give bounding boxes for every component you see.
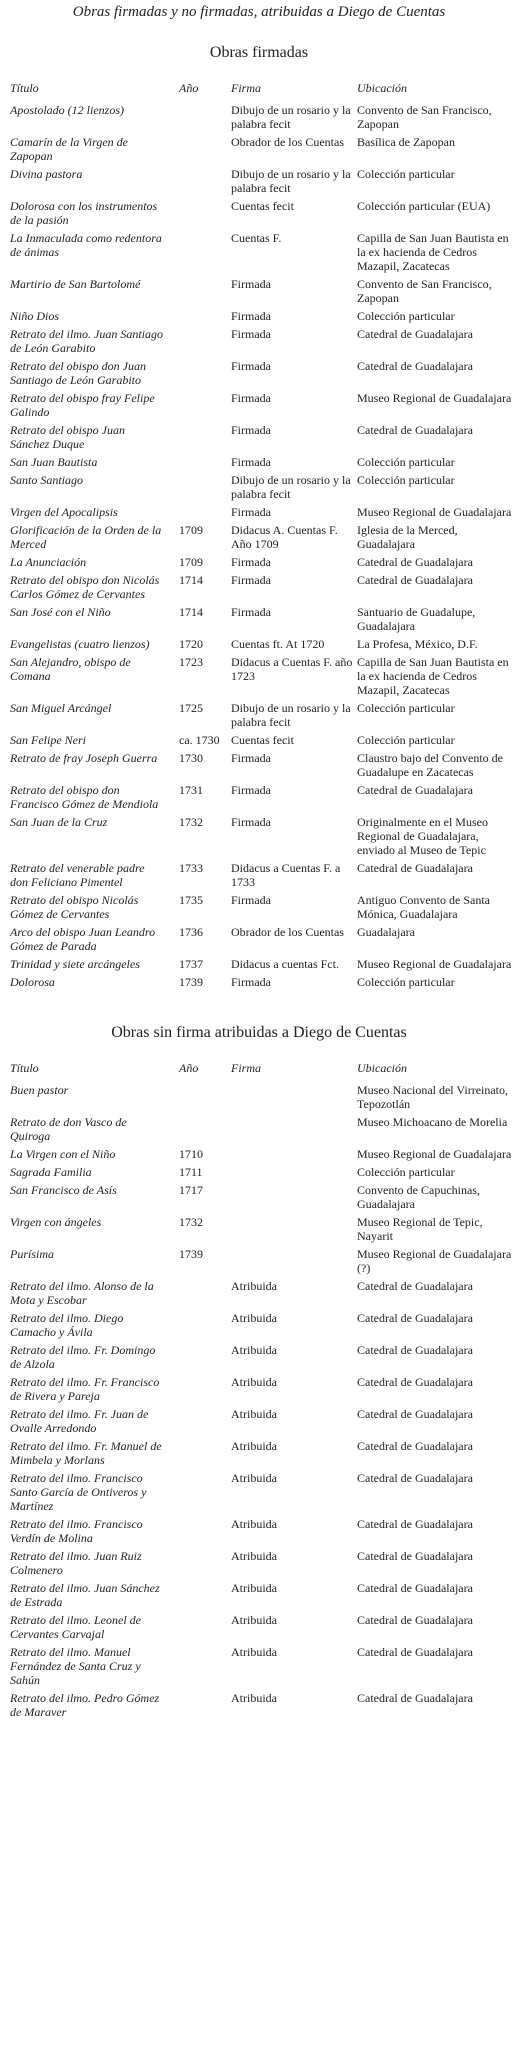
- cell-year: ca. 1730: [179, 733, 220, 747]
- cell-location: Colección particular: [357, 1165, 455, 1179]
- table-row: [0, 1581, 518, 1609]
- cell-title: Retrato del ilmo. Juan Sánchez de Estrada: [10, 1581, 160, 1609]
- cell-signature: Firmada: [231, 975, 271, 989]
- cell-signature: Atribuida: [231, 1279, 277, 1293]
- cell-location: Museo Regional de Guadalajara: [357, 957, 512, 971]
- cell-year: 1736: [179, 925, 203, 939]
- cell-signature: Firmada: [231, 277, 271, 291]
- cell-location: Capilla de San Juan Bautista en la ex hacienda de Cedros Mazapil, Zacatecas: [357, 655, 509, 697]
- cell-year: [163, 1517, 231, 1545]
- table-row: [0, 1691, 518, 1719]
- cell-location: Catedral de Guadalajara: [357, 1613, 473, 1627]
- cell-title: San José con el Niño: [10, 605, 111, 619]
- cell-signature: Cuentas fecit: [231, 733, 294, 747]
- cell-location: Colección particular: [357, 455, 455, 469]
- cell-signature: Dibujo de un rosario y la palabra fecit: [231, 701, 351, 729]
- table-row: [0, 957, 518, 971]
- cell-title: Camarín de la Virgen de Zapopan: [10, 135, 128, 163]
- cell-title: Trinidad y siete arcángeles: [10, 957, 140, 971]
- header-year: Año: [179, 81, 199, 95]
- table-row: [0, 309, 518, 323]
- cell-title: Retrato del ilmo. Juan Ruiz Colmenero: [10, 1549, 142, 1577]
- table-row: [0, 655, 518, 697]
- signed-section-title: Obras firmadas: [209, 44, 309, 61]
- cell-year: [163, 1581, 231, 1609]
- table-row: [0, 555, 518, 569]
- cell-signature: Atribuida: [231, 1581, 277, 1595]
- cell-signature: Cuentas F.: [231, 231, 282, 245]
- table-row: [0, 391, 518, 419]
- header-signature: Firma: [231, 1061, 261, 1075]
- cell-location: Catedral de Guadalajara: [357, 1517, 473, 1531]
- cell-signature: Didacus A. Cuentas F. Año 1709: [231, 523, 338, 551]
- cell-title: Virgen con ángeles: [10, 1215, 102, 1229]
- cell-location: Catedral de Guadalajara: [357, 1691, 473, 1705]
- table-row: [0, 231, 518, 273]
- table-row: [0, 1165, 518, 1179]
- cell-title: Retrato del ilmo. Fr. Francisco de Rivera y Pareja: [10, 1375, 160, 1403]
- cell-signature: Obrador de los Cuentas: [231, 135, 344, 149]
- cell-location: Catedral de Guadalajara: [357, 1375, 473, 1389]
- cell-signature: Atribuida: [231, 1549, 277, 1563]
- cell-year: [163, 1343, 231, 1371]
- cell-year: [163, 135, 231, 163]
- cell-title: Niño Dios: [10, 309, 60, 323]
- cell-title: Retrato del ilmo. Fr. Juan de Ovalle Arredondo: [10, 1407, 149, 1435]
- cell-signature: Atribuida: [231, 1439, 277, 1453]
- cell-title: Dolorosa con los instrumentos de la pasión: [10, 199, 158, 227]
- signed-table-body: [0, 103, 518, 989]
- cell-location: Catedral de Guadalajara: [357, 861, 473, 875]
- cell-title: Retrato del ilmo. Fr. Domingo de Alzola: [10, 1343, 156, 1371]
- signed-table-header: [0, 81, 518, 95]
- cell-location: Catedral de Guadalajara: [357, 1343, 473, 1357]
- cell-signature: Didacus a cuentas Fct.: [231, 957, 339, 971]
- cell-signature: Firmada: [231, 555, 271, 569]
- cell-year: [163, 359, 231, 387]
- cell-year: [163, 473, 231, 501]
- cell-location: Colección particular: [357, 733, 455, 747]
- table-row: [0, 783, 518, 811]
- cell-title: Purísima: [10, 1247, 55, 1261]
- table-row: [0, 893, 518, 921]
- cell-title: Retrato del obispo don Francisco Gómez de Mendiola: [10, 783, 159, 811]
- cell-signature: Cuentas ft. At 1720: [231, 637, 325, 651]
- table-row: [0, 455, 518, 469]
- table-row: [0, 199, 518, 227]
- cell-location: Basílica de Zapopan: [357, 135, 455, 149]
- cell-location: Catedral de Guadalajara: [357, 555, 473, 569]
- cell-year: [163, 1471, 231, 1513]
- unsigned-table-header: [0, 1061, 518, 1075]
- table-row: [0, 815, 518, 857]
- cell-title: Dolorosa: [10, 975, 55, 989]
- cell-year: 1717: [179, 1183, 203, 1197]
- cell-title: Martirio de San Bartolomé: [10, 277, 141, 291]
- cell-year: 1711: [179, 1165, 203, 1179]
- cell-signature: Atribuida: [231, 1311, 277, 1325]
- cell-title: Retrato del ilmo. Pedro Gómez de Maraver: [10, 1691, 160, 1719]
- cell-year: 1714: [179, 605, 203, 619]
- cell-title: Divina pastora: [10, 167, 83, 181]
- cell-signature: Firmada: [231, 751, 271, 765]
- cell-signature: Firmada: [231, 359, 271, 373]
- cell-signature: Atribuida: [231, 1343, 277, 1357]
- table-row: [0, 103, 518, 131]
- cell-location: Catedral de Guadalajara: [357, 327, 473, 341]
- unsigned-table-body: [0, 1083, 518, 1719]
- cell-year: [163, 505, 231, 519]
- cell-location: Colección particular (EUA): [357, 199, 491, 213]
- cell-signature: Firmada: [231, 327, 271, 341]
- cell-signature: [231, 1115, 356, 1143]
- cell-year: [163, 199, 231, 227]
- header-year: Año: [179, 1061, 199, 1075]
- cell-title: Evangelistas (cuatro lienzos): [10, 637, 150, 651]
- cell-year: [163, 1083, 231, 1111]
- cell-title: La Virgen con el Niño: [10, 1147, 116, 1161]
- cell-signature: Firmada: [231, 815, 271, 829]
- table-row: [0, 135, 518, 163]
- cell-title: Virgen del Apocalipsis: [10, 505, 118, 519]
- cell-year: 1737: [179, 957, 203, 971]
- cell-title: Sagrada Familia: [10, 1165, 92, 1179]
- cell-year: [163, 1407, 231, 1435]
- table-row: [0, 523, 518, 551]
- cell-title: Retrato de fray Joseph Guerra: [10, 751, 158, 765]
- cell-year: [163, 1613, 231, 1641]
- cell-location: Museo Regional de Guadalajara: [357, 391, 512, 405]
- table-row: [0, 473, 518, 501]
- cell-signature: Dibujo de un rosario y la palabra fecit: [231, 167, 351, 195]
- cell-year: 1731: [179, 783, 203, 797]
- table-row: [0, 1147, 518, 1161]
- cell-location: Museo Regional de Guadalajara (?): [357, 1247, 512, 1275]
- cell-location: Colección particular: [357, 309, 455, 323]
- unsigned-works-section: [0, 1023, 518, 1719]
- cell-title: Retrato del ilmo. Leonel de Cervantes Carvajal: [10, 1613, 141, 1641]
- cell-year: [163, 103, 231, 131]
- cell-title: Retrato de don Vasco de Quiroga: [10, 1115, 127, 1143]
- cell-title: San Juan Bautista: [10, 455, 98, 469]
- cell-year: 1709: [179, 555, 203, 569]
- cell-signature: Firmada: [231, 605, 271, 619]
- cell-year: [163, 1645, 231, 1687]
- cell-title: San Francisco de Asís: [10, 1183, 117, 1197]
- cell-signature: [231, 1215, 356, 1243]
- cell-signature: Firmada: [231, 309, 271, 323]
- cell-location: Guadalajara: [357, 925, 415, 939]
- cell-title: Retrato del ilmo. Francisco Verdín de Molina: [10, 1517, 143, 1545]
- cell-title: Retrato del obispo don Nicolás Carlos Gómez de Cervantes: [10, 573, 160, 601]
- cell-location: Originalmente en el Museo Regional de Guadalajara, enviado al Museo de Tepic: [357, 815, 488, 857]
- cell-signature: Atribuida: [231, 1517, 277, 1531]
- table-row: [0, 1279, 518, 1307]
- page-title: Obras firmadas y no firmadas, atribuidas a Diego de Cuentas: [72, 4, 446, 20]
- cell-location: Museo Regional de Guadalajara: [357, 505, 512, 519]
- table-row: [0, 327, 518, 355]
- cell-title: Retrato del ilmo. Juan Santiago de León Garabito: [10, 327, 163, 355]
- cell-title: San Miguel Arcángel: [10, 701, 112, 715]
- cell-signature: Dibujo de un rosario y la palabra fecit: [231, 473, 351, 501]
- table-row: [0, 167, 518, 195]
- cell-title: La Inmaculada como redentora de ánimas: [10, 231, 162, 259]
- cell-signature: Firmada: [231, 455, 271, 469]
- cell-signature: Dibujo de un rosario y la palabra fecit: [231, 103, 351, 131]
- cell-signature: [231, 1147, 356, 1161]
- cell-title: Retrato del ilmo. Fr. Manuel de Mimbela y Morlans: [10, 1439, 162, 1467]
- cell-signature: [231, 1083, 356, 1111]
- cell-year: 1739: [179, 975, 203, 989]
- cell-year: [163, 391, 231, 419]
- cell-title: Retrato del ilmo. Diego Camacho y Ávila: [10, 1311, 124, 1339]
- table-row: [0, 1549, 518, 1577]
- cell-signature: Atribuida: [231, 1691, 277, 1705]
- signed-works-section: [0, 43, 518, 989]
- cell-year: [163, 1439, 231, 1467]
- cell-year: 1733: [179, 861, 203, 875]
- cell-location: Catedral de Guadalajara: [357, 1471, 473, 1485]
- cell-signature: Firmada: [231, 423, 271, 437]
- cell-location: Catedral de Guadalajara: [357, 573, 473, 587]
- cell-location: Santuario de Guadalupe, Guadalajara: [357, 605, 476, 633]
- cell-signature: Atribuida: [231, 1613, 277, 1627]
- cell-signature: [231, 1247, 356, 1275]
- cell-title: Retrato del obispo Juan Sánchez Duque: [10, 423, 125, 451]
- header-location: Ubicación: [357, 1061, 407, 1075]
- cell-location: Catedral de Guadalajara: [357, 1549, 473, 1563]
- cell-signature: Didacus a Cuentas F. año 1723: [231, 655, 353, 683]
- table-row: [0, 1247, 518, 1275]
- table-row: [0, 1115, 518, 1143]
- cell-location: La Profesa, México, D.F.: [357, 637, 478, 651]
- cell-signature: Atribuida: [231, 1645, 277, 1659]
- table-row: [0, 359, 518, 387]
- cell-year: [163, 1549, 231, 1577]
- cell-year: [163, 1375, 231, 1403]
- table-row: [0, 751, 518, 779]
- cell-location: Catedral de Guadalajara: [357, 423, 473, 437]
- cell-location: Museo Regional de Guadalajara: [357, 1147, 512, 1161]
- table-row: [0, 925, 518, 953]
- cell-year: 1725: [179, 701, 203, 715]
- cell-signature: Cuentas fecit: [231, 199, 294, 213]
- header-title: Título: [10, 81, 39, 95]
- table-row: [0, 505, 518, 519]
- table-row: [0, 1645, 518, 1687]
- table-row: [0, 1471, 518, 1513]
- cell-location: Museo Regional de Tepic, Nayarit: [357, 1215, 483, 1243]
- cell-year: 1732: [179, 1215, 203, 1229]
- cell-location: Catedral de Guadalajara: [357, 1407, 473, 1421]
- cell-year: [163, 1279, 231, 1307]
- cell-year: [163, 1311, 231, 1339]
- cell-location: Colección particular: [357, 701, 455, 715]
- cell-title: Retrato del ilmo. Alonso de la Mota y Escobar: [10, 1279, 154, 1307]
- cell-location: Catedral de Guadalajara: [357, 783, 473, 797]
- cell-location: Catedral de Guadalajara: [357, 1645, 473, 1659]
- table-row: [0, 573, 518, 601]
- cell-year: [163, 309, 231, 323]
- cell-signature: Obrador de los Cuentas: [231, 925, 344, 939]
- cell-year: 1735: [179, 893, 203, 907]
- cell-year: 1723: [179, 655, 203, 669]
- cell-signature: Firmada: [231, 573, 271, 587]
- cell-title: Glorificación de la Orden de la Merced: [10, 523, 162, 551]
- cell-title: Retrato del obispo fray Felipe Galindo: [10, 391, 155, 419]
- cell-location: Museo Michoacano de Morelia: [357, 1115, 508, 1129]
- cell-signature: Firmada: [231, 783, 271, 797]
- header-title: Título: [10, 1061, 39, 1075]
- cell-location: Colección particular: [357, 473, 455, 487]
- cell-title: Retrato del obispo don Juan Santiago de León Garabito: [10, 359, 146, 387]
- table-row: [0, 1183, 518, 1211]
- cell-title: San Juan de la Cruz: [10, 815, 108, 829]
- table-row: [0, 423, 518, 451]
- cell-location: Antiguo Convento de Santa Mónica, Guadalajara: [357, 893, 490, 921]
- cell-signature: [231, 1165, 356, 1179]
- cell-title: San Felipe Neri: [10, 733, 86, 747]
- table-row: [0, 1375, 518, 1403]
- table-row: [0, 1613, 518, 1641]
- cell-title: Retrato del venerable padre don Feliciano Pimentel: [10, 861, 145, 889]
- table-row: [0, 701, 518, 729]
- cell-year: [163, 277, 231, 305]
- cell-location: Capilla de San Juan Bautista en la ex hacienda de Cedros Mazapil, Zacatecas: [357, 231, 509, 273]
- table-row: [0, 605, 518, 633]
- cell-location: Convento de Capuchinas, Guadalajara: [357, 1183, 480, 1211]
- cell-year: 1720: [179, 637, 203, 651]
- table-row: [0, 1343, 518, 1371]
- cell-location: Convento de San Francisco, Zapopan: [357, 277, 492, 305]
- cell-location: Convento de San Francisco, Zapopan: [357, 103, 492, 131]
- table-row: [0, 277, 518, 305]
- cell-title: Apostolado (12 lienzos): [10, 103, 124, 117]
- unsigned-section-title: Obras sin firma atribuidas a Diego de Cuentas: [111, 1024, 407, 1041]
- cell-year: [163, 455, 231, 469]
- table-row: [0, 975, 518, 989]
- cell-location: Catedral de Guadalajara: [357, 359, 473, 373]
- cell-title: San Alejandro, obispo de Comana: [10, 655, 131, 683]
- cell-title: Arco del obispo Juan Leandro Gómez de Parada: [10, 925, 156, 953]
- cell-signature: [231, 1183, 356, 1211]
- cell-signature: Firmada: [231, 391, 271, 405]
- cell-year: 1710: [179, 1147, 203, 1161]
- cell-title: Retrato del ilmo. Manuel Fernández de Santa Cruz y Sahún: [10, 1645, 141, 1687]
- cell-title: Santo Santiago: [10, 473, 84, 487]
- cell-signature: Atribuida: [231, 1407, 277, 1421]
- table-row: [0, 1439, 518, 1467]
- cell-year: [163, 1691, 231, 1719]
- table-row: [0, 733, 518, 747]
- table-row: [0, 1311, 518, 1339]
- cell-year: 1709: [179, 523, 203, 537]
- cell-title: Retrato del ilmo. Francisco Santo García de Ontiveros y Martínez: [10, 1471, 147, 1513]
- cell-year: 1732: [179, 815, 203, 829]
- cell-year: [163, 167, 231, 195]
- header-location: Ubicación: [357, 81, 407, 95]
- cell-location: Museo Nacional del Virreinato, Tepozotlán: [357, 1083, 509, 1111]
- cell-title: Retrato del obispo Nicolás Gómez de Cervantes: [10, 893, 139, 921]
- table-row: [0, 1517, 518, 1545]
- cell-signature: Firmada: [231, 505, 271, 519]
- cell-location: Colección particular: [357, 167, 455, 181]
- cell-signature: Firmada: [231, 893, 271, 907]
- cell-location: Catedral de Guadalajara: [357, 1279, 473, 1293]
- cell-location: Catedral de Guadalajara: [357, 1581, 473, 1595]
- cell-year: 1739: [179, 1247, 203, 1261]
- cell-year: [163, 423, 231, 451]
- cell-location: Catedral de Guadalajara: [357, 1439, 473, 1453]
- table-row: [0, 1083, 518, 1111]
- cell-year: [163, 1115, 231, 1143]
- table-row: [0, 1215, 518, 1243]
- table-row: [0, 637, 518, 651]
- cell-year: 1730: [179, 751, 203, 765]
- cell-year: 1714: [179, 573, 203, 587]
- cell-signature: Atribuida: [231, 1471, 277, 1485]
- cell-title: La Anunciación: [10, 555, 87, 569]
- cell-location: Catedral de Guadalajara: [357, 1311, 473, 1325]
- cell-location: Colección particular: [357, 975, 455, 989]
- cell-title: Buen pastor: [10, 1083, 69, 1097]
- cell-year: [163, 327, 231, 355]
- table-row: [0, 1407, 518, 1435]
- cell-signature: Didacus a Cuentas F. a 1733: [231, 861, 341, 889]
- cell-signature: Atribuida: [231, 1375, 277, 1389]
- cell-location: Iglesia de la Merced, Guadalajara: [357, 523, 458, 551]
- cell-location: Claustro bajo del Convento de Guadalupe en Zacatecas: [357, 751, 503, 779]
- cell-year: [163, 231, 231, 273]
- header-signature: Firma: [231, 81, 261, 95]
- table-row: [0, 861, 518, 889]
